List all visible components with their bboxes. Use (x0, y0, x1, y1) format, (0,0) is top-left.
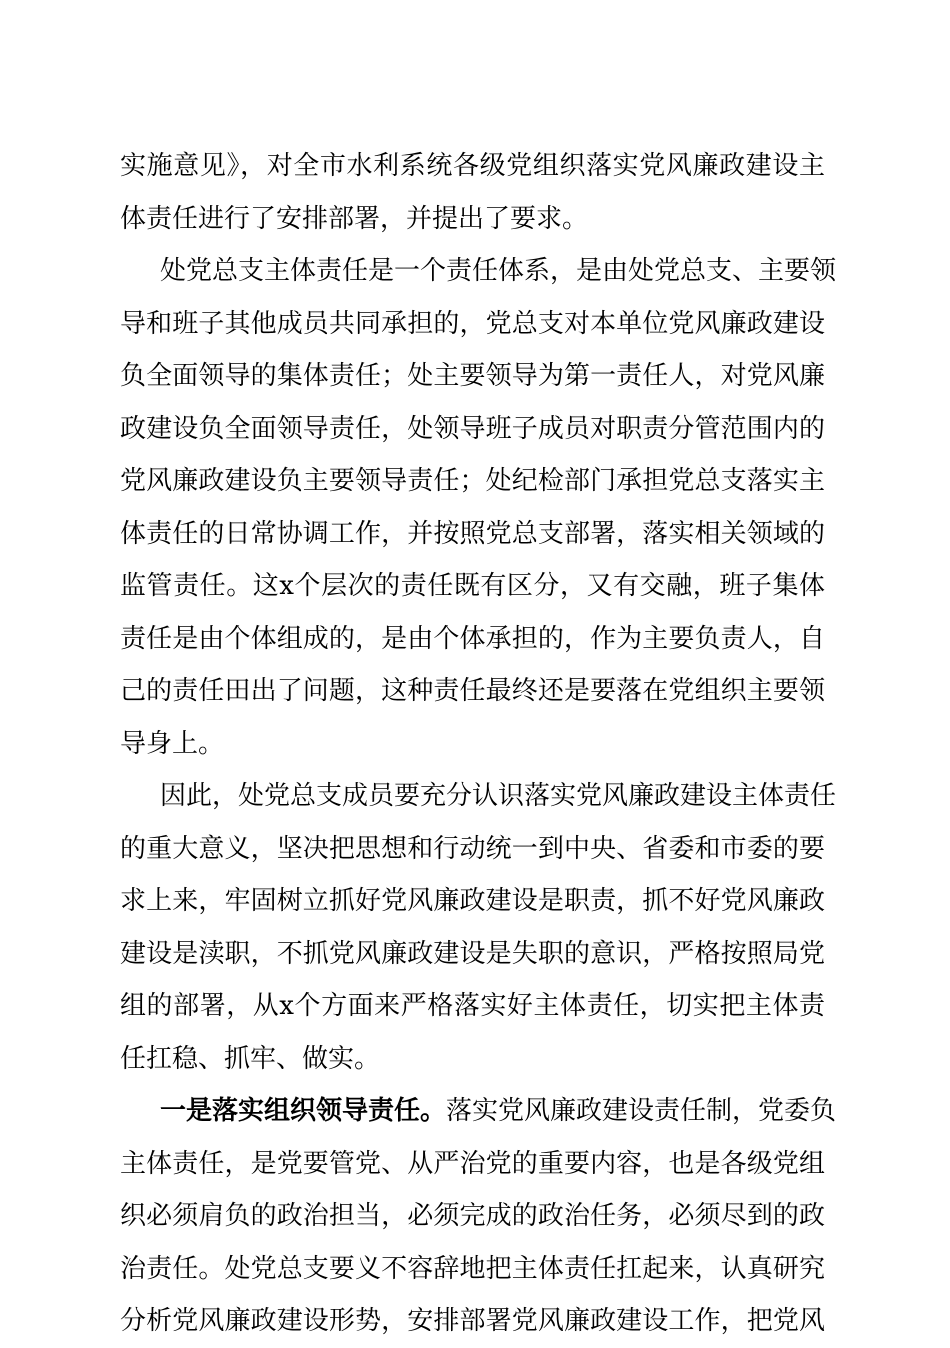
paragraph (120, 245, 837, 770)
text-line: 己的责任田出了问题，这种责任最终还是要落在党组织主要领 (120, 676, 825, 706)
text-line (120, 1085, 837, 1138)
text-line: 分析党风廉政建设形势，安排部署党风廉政建设工作，把党风 (120, 1306, 825, 1336)
text-line: 建设是渎职，不抓党风廉政建设是失职的意识，严格按照局党 (120, 938, 825, 969)
text-line: 实施意见》，对全市水利系统各级党组织落实党风廉政建设主 (120, 151, 825, 181)
paragraph-lead-text: 落实党风廉政建设责任制，党委负 (446, 1096, 837, 1126)
document-body (120, 140, 837, 1348)
text-line: 织必须肩负的政治担当，必须完成的政治任务，必须尽到的政 (120, 1201, 825, 1231)
text-line: 责任是由个体组成的，是由个体承担的，作为主要负责人，自 (120, 623, 825, 654)
text-line: 政建设负全面领导责任，处领导班子成员对职责分管范围内的 (120, 413, 825, 444)
paragraph (120, 770, 837, 1085)
text-line: 体责任的日常协调工作，并按照党总支部署，落实相关领域的 (120, 518, 825, 549)
text-line: 组的部署，从x个方面来严格落实好主体责任，切实把主体责 (120, 991, 825, 1021)
paragraph-heading: 一是落实组织领导责任。 (160, 1096, 447, 1126)
text-line: 党风廉政建设负主要领导责任；处纪检部门承担党总支落实主 (120, 466, 825, 496)
paragraph (120, 140, 825, 245)
text-line: 导和班子其他成员共同承担的，党总支对本单位党风廉政建设 (120, 308, 825, 339)
text-line: 体责任进行了安排部署，并提出了要求。 (120, 203, 589, 234)
text-line: 监管责任。这x个层次的责任既有区分，又有交融，班子集体 (120, 571, 825, 601)
paragraph (120, 1085, 837, 1348)
text-line: 的重大意义，坚决把思想和行动统一到中央、省委和市委的要 (120, 833, 825, 864)
text-line: 主体责任，是党要管党、从严治党的重要内容，也是各级党组 (120, 1148, 825, 1179)
text-line: 导身上。 (120, 728, 225, 759)
text-line: 治责任。处党总支要义不容辞地把主体责任扛起来，认真研究 (120, 1253, 825, 1284)
text-line: 负全面领导的集体责任；处主要领导为第一责任人，对党风廉 (120, 361, 825, 391)
text-line: 求上来，牢固树立抓好党风廉政建设是职责，抓不好党风廉政 (120, 886, 825, 916)
text-line: 处党总支主体责任是一个责任体系，是由处党总支、主要领 (160, 256, 837, 286)
text-line: 任扛稳、抓牢、做实。 (120, 1043, 381, 1074)
text-line: 因此，处党总支成员要充分认识落实党风廉政建设主体责任 (160, 781, 837, 811)
